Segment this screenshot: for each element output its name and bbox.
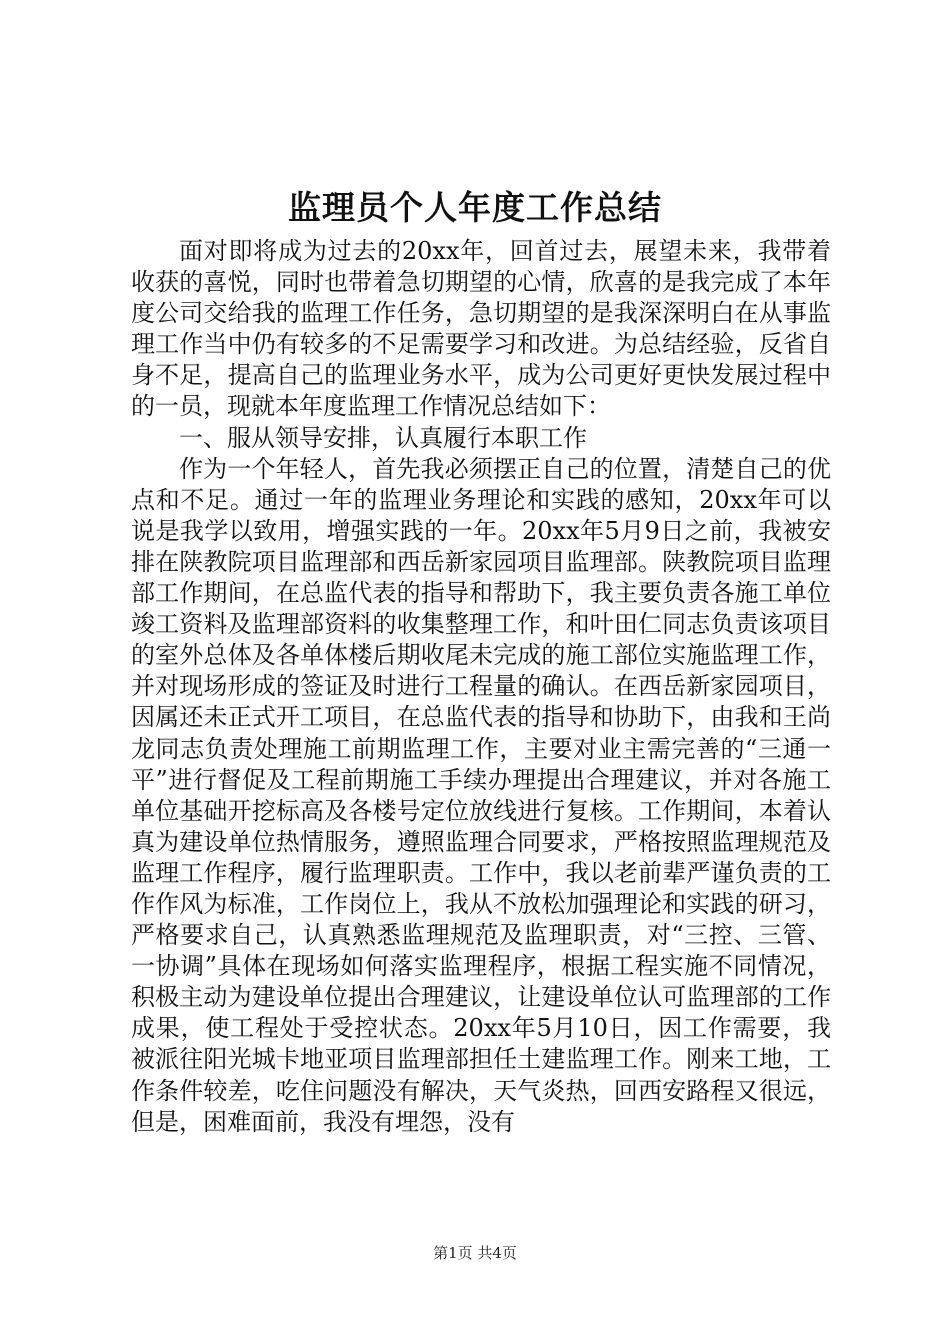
- body-paragraph: 作为一个年轻人，首先我必须摆正自己的位置，清楚自己的优点和不足。通过一年的监理业务理论和实践的感知，20xx年可以说是我学以致用，增强实践的一年。20xx年5月9日之前，我被安排在陕教院项目监理部和西岳新家园项目监理部。陕教院项目监理部工作期间，在总监代表的指导和帮助下，我主要负责各施工单位竣工资料及监理部资料的收集整理工作，和叶田仁同志负责该项目的室外总体及各单体楼后期收尾未完成的施工部位实施监理工作，并对现场形成的签证及时进行工程量的确认。在西岳新家园项目，因属还未正式开工项目，在总监代表的指导和协助下，由我和王尚龙同志负责处理施工前期监理工作，主要对业主需完善的“三通一平”进行督促及工程前期施工手续办理提出合理建议，并对各施工单位基础开挖标高及各楼号定位放线进行复核。工作期间，本着认真为建设单位热情服务，遵照监理合同要求，严格按照监理规范及监理工作程序，履行监理职责。工作中，我以老前辈严谨负责的工作作风为标准，工作岗位上，我从不放松加强理论和实践的研习，严格要求自己，认真熟悉监理规范及监理职责，对“三控、三管、一协调”具体在现场如何落实监理程序，根据工程实施不同情况，积极主动为建设单位提出合理建议，让建设单位认可监理部的工作成果，使工程处于受控状态。20xx年5月10日，因工作需要，我被派往阳光城卡地亚项目监理部担任土建监理工作。刚来工地，工作条件较差，吃住问题没有解决，天气炎热，回西安路程又很远，但是，困难面前，我没有埋怨，没有: [131, 454, 831, 1136]
- section-heading: 一、服从领导安排，认真履行本职工作: [179, 423, 587, 452]
- intro-paragraph: 面对即将成为过去的20xx年，回首过去，展望未来，我带着收获的喜悦，同时也带着急切期望的心情，欣喜的是我完成了本年度公司交给我的监理工作任务，急切期望的是我深深明白在从事监理工作当中仍有较多的不足需要学习和改进。为总结经验，反省自身不足，提高自己的监理业务水平，成为公司更好更快发展过程中的一员，现就本年度监理工作情况总结如下：: [131, 237, 831, 421]
- page-footer: 第1页 共4页: [433, 1244, 517, 1262]
- document-title: 监理员个人年度工作总结: [288, 188, 662, 227]
- document-body: [131, 236, 831, 1138]
